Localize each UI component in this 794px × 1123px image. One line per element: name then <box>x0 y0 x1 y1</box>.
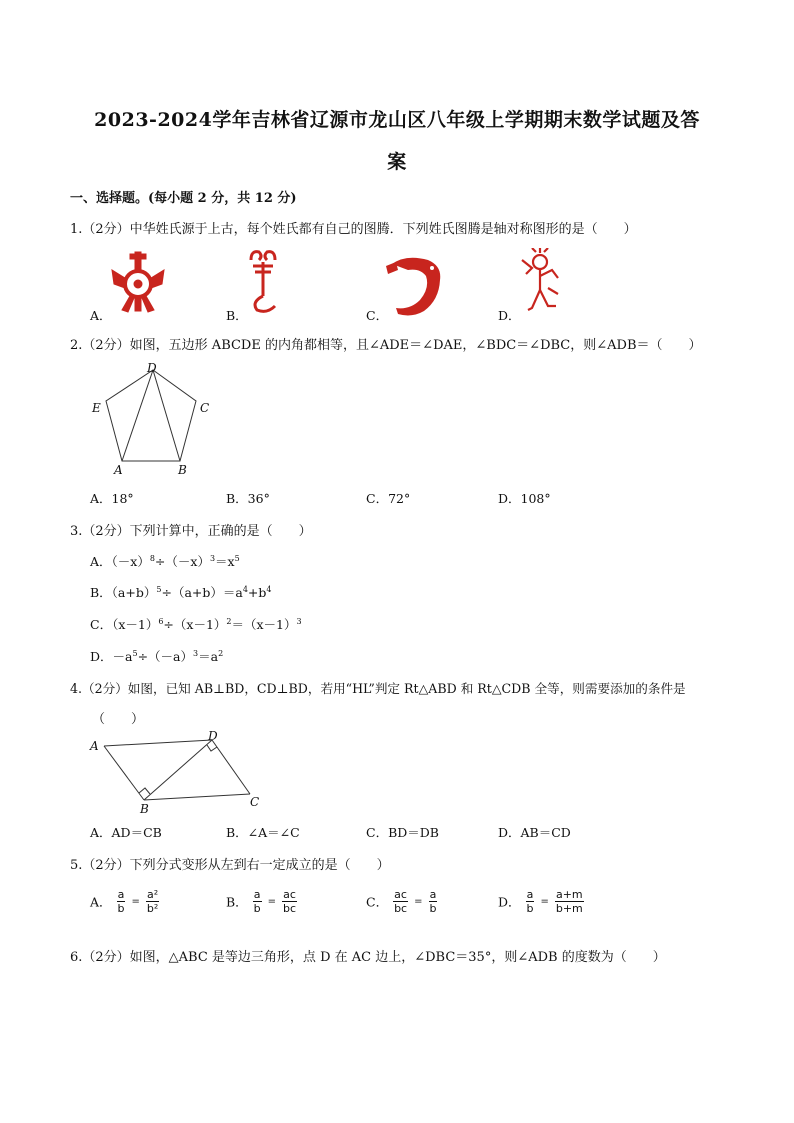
q2-option-d[interactable]: D．108° <box>498 491 551 506</box>
question-1-stem: 1.（2分）中华姓氏源于上古，每个姓氏都有自己的图腾．下列姓氏图腾是轴对称图形的是（ ） <box>70 222 637 237</box>
parallelogram-diagram <box>86 728 272 816</box>
section-header-choice: 一、选择题。(每小题 2 分，共 12 分) <box>70 191 297 206</box>
totem-d-image <box>518 248 564 316</box>
question-4-stem-continued: （ ） <box>92 712 145 727</box>
totem-b-image <box>245 248 281 316</box>
q1-option-d[interactable]: D． <box>498 308 521 323</box>
q5-option-b[interactable]: B． $\frac{a}{b}$ = $\frac{ac}{bc}$ <box>226 888 297 915</box>
q5-option-c[interactable]: C． $\frac{ac}{bc}$ = $\frac{a}{b}$ <box>366 888 437 915</box>
pentagon-label-c: C <box>200 401 210 415</box>
q3-option-b[interactable]: B．$(a+b)^5\div(a+b)=a^4+b^4$ <box>90 584 272 600</box>
q3-option-a[interactable]: A．$(-x)^8\div(-x)^3=x^5$ <box>90 553 240 569</box>
q5-option-a[interactable]: A． $\frac{a}{b}$ = $\frac{\text{a²}}{\text{b²}}$ <box>90 888 159 915</box>
question-6-stem: 6.（2分）如图，△ABC 是等边三角形，点 D 在 AC 边上，∠DBC＝35°，则∠ADB 的度数为（ ） <box>70 950 666 965</box>
pentagon-label-d: D <box>147 361 157 375</box>
totem-c-image <box>384 256 446 320</box>
question-5-stem: 5.（2分）下列分式变形从左到右一定成立的是（ ） <box>70 858 390 873</box>
q1-option-c[interactable]: C． <box>366 308 389 323</box>
pentagon-diagram <box>88 358 218 480</box>
question-4-stem: 4.（2分）如图，已知 AB⊥BD，CD⊥BD，若用“HL”判定 Rt△ABD 和 Rt△CDB 全等，则需要添加的条件是 <box>70 681 686 696</box>
q1-option-b[interactable]: B． <box>226 308 248 323</box>
q1-option-a[interactable]: A． <box>90 308 112 323</box>
totem-a-image <box>108 248 168 316</box>
q2-option-c[interactable]: C．72° <box>366 491 411 506</box>
pentagon-label-a: A <box>114 463 123 477</box>
pentagon-label-b: B <box>178 463 187 477</box>
q5-option-d[interactable]: D． $\frac{a}{b}$ = $\frac{a+m}{b+m}$ <box>498 888 583 915</box>
q3-option-c[interactable]: C．$(x-1)^6\div(x-1)^2=(x-1)^3$ <box>90 616 302 632</box>
parallelogram-label-d: D <box>208 729 218 743</box>
page-title-continued: 案 <box>387 151 407 173</box>
q4-option-a[interactable]: A．AD＝CB <box>90 825 162 840</box>
question-3-stem: 3.（2分）下列计算中，正确的是（ ） <box>70 524 312 539</box>
parallelogram-label-b: B <box>140 802 149 816</box>
question-2-stem: 2.（2分）如图，五边形 ABCDE 的内角都相等，且∠ADE＝∠DAE，∠BDC＝∠DBC，则∠ADB＝（ ） <box>70 338 702 353</box>
parallelogram-label-a: A <box>90 739 99 753</box>
q4-option-b[interactable]: B．∠A＝∠C <box>226 825 300 840</box>
q4-option-d[interactable]: D．AB＝CD <box>498 825 571 840</box>
pentagon-label-e: E <box>92 401 101 415</box>
q3-option-d[interactable]: D．$-a^5\div(-a)^3=a^2$ <box>90 648 224 664</box>
page-title: 2023-2024学年吉林省辽源市龙山区八年级上学期期末数学试题及答 <box>94 109 700 131</box>
q4-option-c[interactable]: C．BD＝DB <box>366 825 439 840</box>
q2-option-b[interactable]: B．36° <box>226 491 270 506</box>
parallelogram-label-c: C <box>250 795 260 809</box>
q2-option-a[interactable]: A．18° <box>90 491 134 506</box>
